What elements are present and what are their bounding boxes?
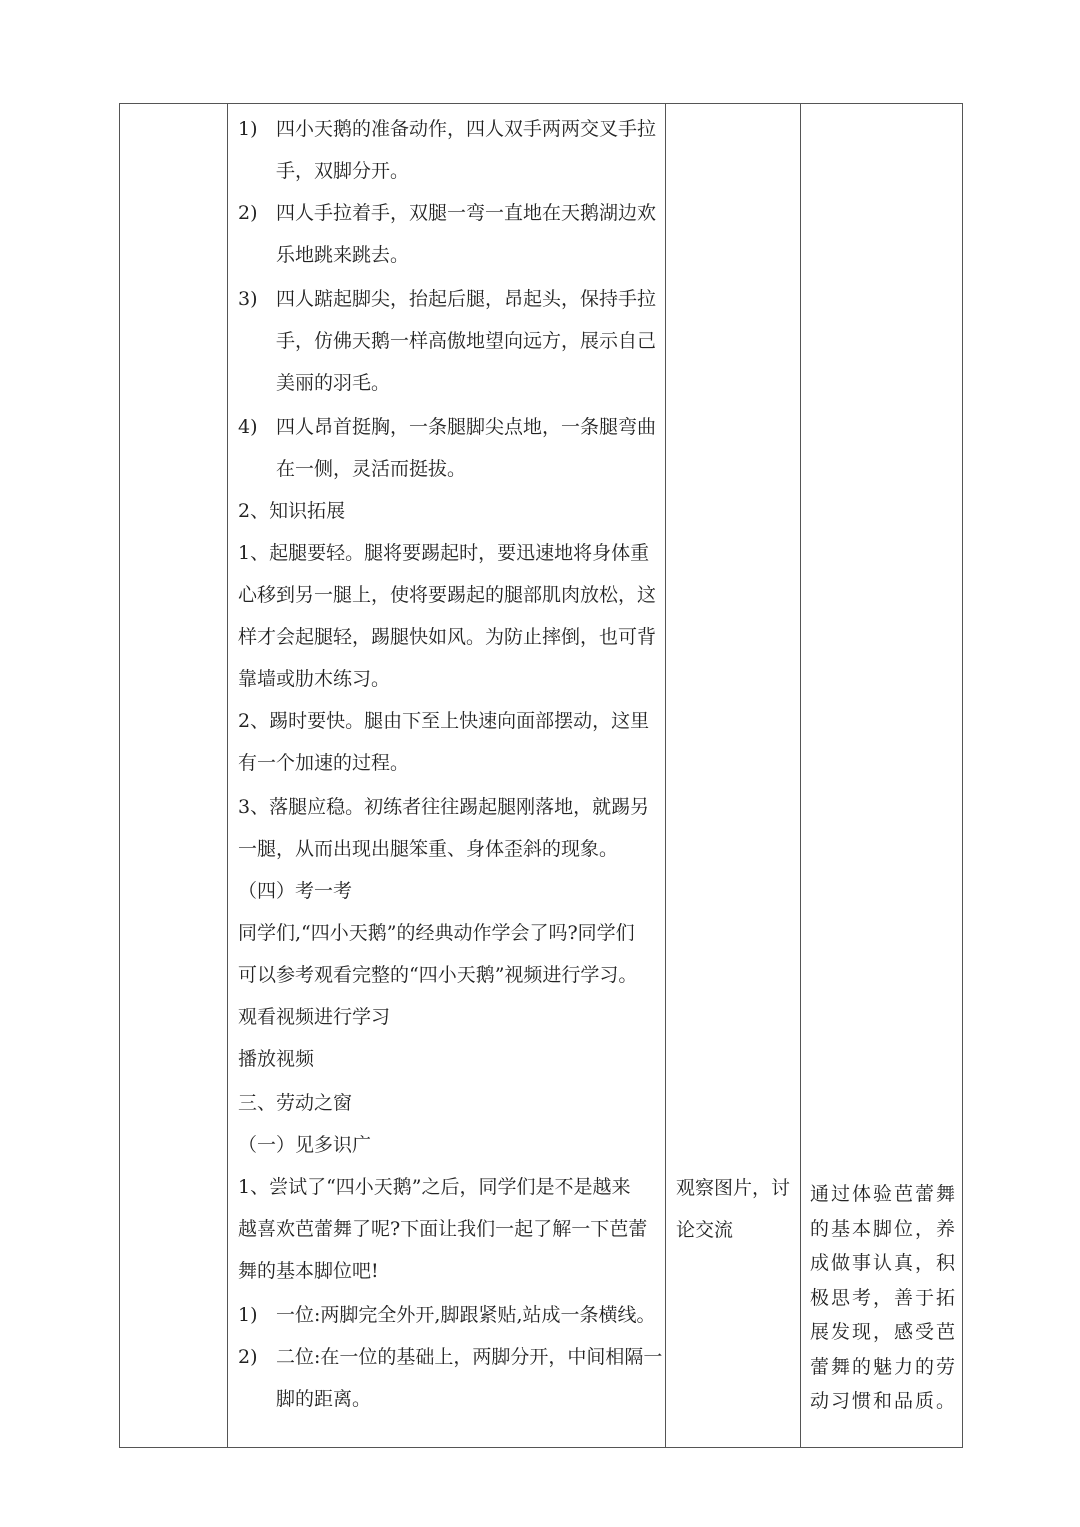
content-line: 四人手拉着手，双腿一弯一直地在天鹅湖边欢 bbox=[276, 202, 657, 224]
list-number: 1) bbox=[238, 118, 258, 140]
content-line: 2、踢时要快。腿由下至上快速向面部摆动，这里 bbox=[238, 710, 650, 732]
content-line: 样才会起腿轻，踢腿快如风。为防止摔倒，也可背 bbox=[238, 626, 657, 648]
content-line: 1、起腿要轻。腿将要踢起时，要迅速地将身体重 bbox=[238, 542, 650, 564]
content-line: 手，双脚分开。 bbox=[276, 160, 410, 182]
content-line: 美丽的羽毛。 bbox=[276, 372, 391, 394]
content-line: 播放视频 bbox=[238, 1048, 315, 1070]
list-number: 3) bbox=[238, 288, 258, 310]
content-line: 四人昂首挺胸，一条腿脚尖点地，一条腿弯曲 bbox=[276, 416, 657, 438]
content-line: 同学们,“四小天鹅”的经典动作学会了吗?同学们 bbox=[238, 922, 635, 944]
content-line: 有一个加速的过程。 bbox=[238, 752, 410, 774]
column-divider bbox=[800, 104, 801, 1447]
content-line: 观看视频进行学习 bbox=[238, 1006, 391, 1028]
design-intent-line: 展发现，感受芭 bbox=[810, 1321, 958, 1343]
design-intent-line: 动习惯和品质。 bbox=[810, 1390, 958, 1412]
lesson-table bbox=[119, 103, 963, 1448]
content-line: 四小天鹅的准备动作，四人双手两两交叉手拉 bbox=[276, 118, 657, 140]
column-divider bbox=[665, 104, 666, 1447]
content-line: 脚的距离。 bbox=[276, 1388, 372, 1410]
content-line: 一腿，从而出现出腿笨重、身体歪斜的现象。 bbox=[238, 838, 619, 860]
content-line: 可以参考观看完整的“四小天鹅”视频进行学习。 bbox=[238, 964, 638, 986]
design-intent-line: 极思考，善于拓 bbox=[810, 1286, 958, 1309]
design-intent-line: 蕾舞的魅力的劳 bbox=[810, 1355, 958, 1378]
content-line: 四人踮起脚尖，抬起后腿，昂起头，保持手拉 bbox=[276, 288, 657, 310]
content-line: 1、尝试了“四小天鹅”之后，同学们是不是越来 bbox=[238, 1176, 631, 1198]
list-number: 2) bbox=[238, 1346, 258, 1368]
content-line: 舞的基本脚位吧! bbox=[238, 1260, 379, 1282]
content-line: 心移到另一腿上，使将要踢起的腿部肌肉放松，这 bbox=[238, 584, 657, 606]
design-intent-line: 成做事认真，积 bbox=[810, 1252, 958, 1274]
content-line: （四）考一考 bbox=[238, 880, 353, 902]
content-line: 手，仿佛天鹅一样高傲地望向远方，展示自己 bbox=[276, 330, 657, 352]
content-line: 在一侧，灵活而挺拔。 bbox=[276, 458, 467, 480]
content-line: （一）见多识广 bbox=[238, 1134, 372, 1156]
content-line: 2、知识拓展 bbox=[238, 500, 346, 522]
list-number: 2) bbox=[238, 202, 258, 224]
content-line: 三、劳动之窗 bbox=[238, 1092, 353, 1114]
student-activity-line: 论交流 bbox=[676, 1219, 734, 1241]
content-line: 3、落腿应稳。初练者往往踢起腿刚落地，就踢另 bbox=[238, 796, 650, 818]
design-intent-line: 的基本脚位，养 bbox=[810, 1217, 958, 1240]
content-line: 二位:在一位的基础上，两脚分开，中间相隔一 bbox=[276, 1346, 663, 1368]
content-line: 乐地跳来跳去。 bbox=[276, 244, 410, 266]
content-line: 越喜欢芭蕾舞了呢?下面让我们一起了解一下芭蕾 bbox=[238, 1218, 648, 1240]
student-activity-line: 观察图片，讨 bbox=[676, 1177, 791, 1199]
content-line: 一位:两脚完全外开,脚跟紧贴,站成一条横线。 bbox=[276, 1304, 656, 1326]
content-line: 靠墙或肋木练习。 bbox=[238, 668, 391, 690]
column-divider bbox=[227, 104, 228, 1447]
list-number: 1) bbox=[238, 1304, 258, 1326]
design-intent-line: 通过体验芭蕾舞 bbox=[810, 1183, 958, 1205]
list-number: 4) bbox=[238, 416, 258, 438]
